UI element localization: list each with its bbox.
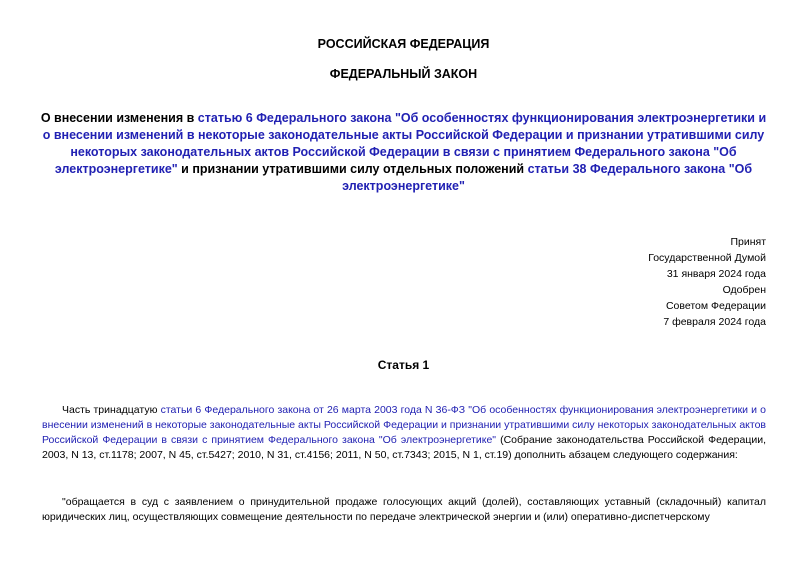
paragraph-1-text-2: (Собрание законодательства Российской Федерации, 2003, N 13, ст.1178; 2007, N 45, ст.5427; 2010, N 31, ст.4156; 2011, N 50, ст.7343; 2015, N 1, ст.19) дополнить абзацем следующего содержания:: [42, 434, 766, 461]
law-title: [40, 110, 767, 195]
title-text-2: и признании утратившими силу отдельных положений: [177, 162, 528, 176]
adoption-line-duma-date: 31 января 2024 года: [666, 268, 766, 280]
country-heading: РОССИЙСКАЯ ФЕДЕРАЦИЯ: [317, 37, 490, 51]
adoption-line-duma: Государственной Думой: [648, 252, 766, 264]
article-heading: Статья 1: [377, 358, 430, 372]
article-paragraph-1: [42, 403, 766, 463]
article-paragraph-2: "обращается в суд с заявлением о принудительной продаже голосующих акций (долей), составляющих уставный (складочный) капитал юридических лиц, осуществляющих совмещение деятельности по передаче электрической энергии и (или) оперативно-диспетчерскому: [42, 496, 766, 523]
title-text-1: О внесении изменения в: [40, 111, 198, 125]
paragraph-1-text-1: Часть тринадцатую: [62, 404, 161, 416]
adoption-line-council-date: 7 февраля 2024 года: [663, 316, 766, 328]
adoption-block: [648, 234, 766, 330]
title-link-article-6[interactable]: статью 6 Федерального закона "Об особенностях функционирования электроэнергетики и о внесении изменений в некоторые законодательные акты Российской Федерации и признании утратившими силу некоторых законодательных актов Российской Федерации в связи с принятием Федерального закона "Об электроэнергетике": [42, 111, 767, 176]
paragraph-1-link[interactable]: статьи 6 Федерального закона от 26 марта 2003 года N 36-ФЗ "Об особенностях функционирования электроэнергетики и о внесении изменений в некоторые законодательные акты Российской Федерации и признании утратившими силу некоторых законодательных актов Российской Федерации в связи с принятием Федерального закона "Об электроэнергетике": [42, 404, 766, 446]
adoption-line-council: Советом Федерации: [665, 300, 766, 312]
adoption-line-approved: Одобрен: [722, 284, 766, 296]
adoption-line-accepted: Принят: [730, 236, 766, 248]
doc-type-heading: ФЕДЕРАЛЬНЫЙ ЗАКОН: [329, 67, 478, 81]
title-link-article-38[interactable]: статьи 38 Федерального закона "Об электроэнергетике": [342, 162, 753, 193]
